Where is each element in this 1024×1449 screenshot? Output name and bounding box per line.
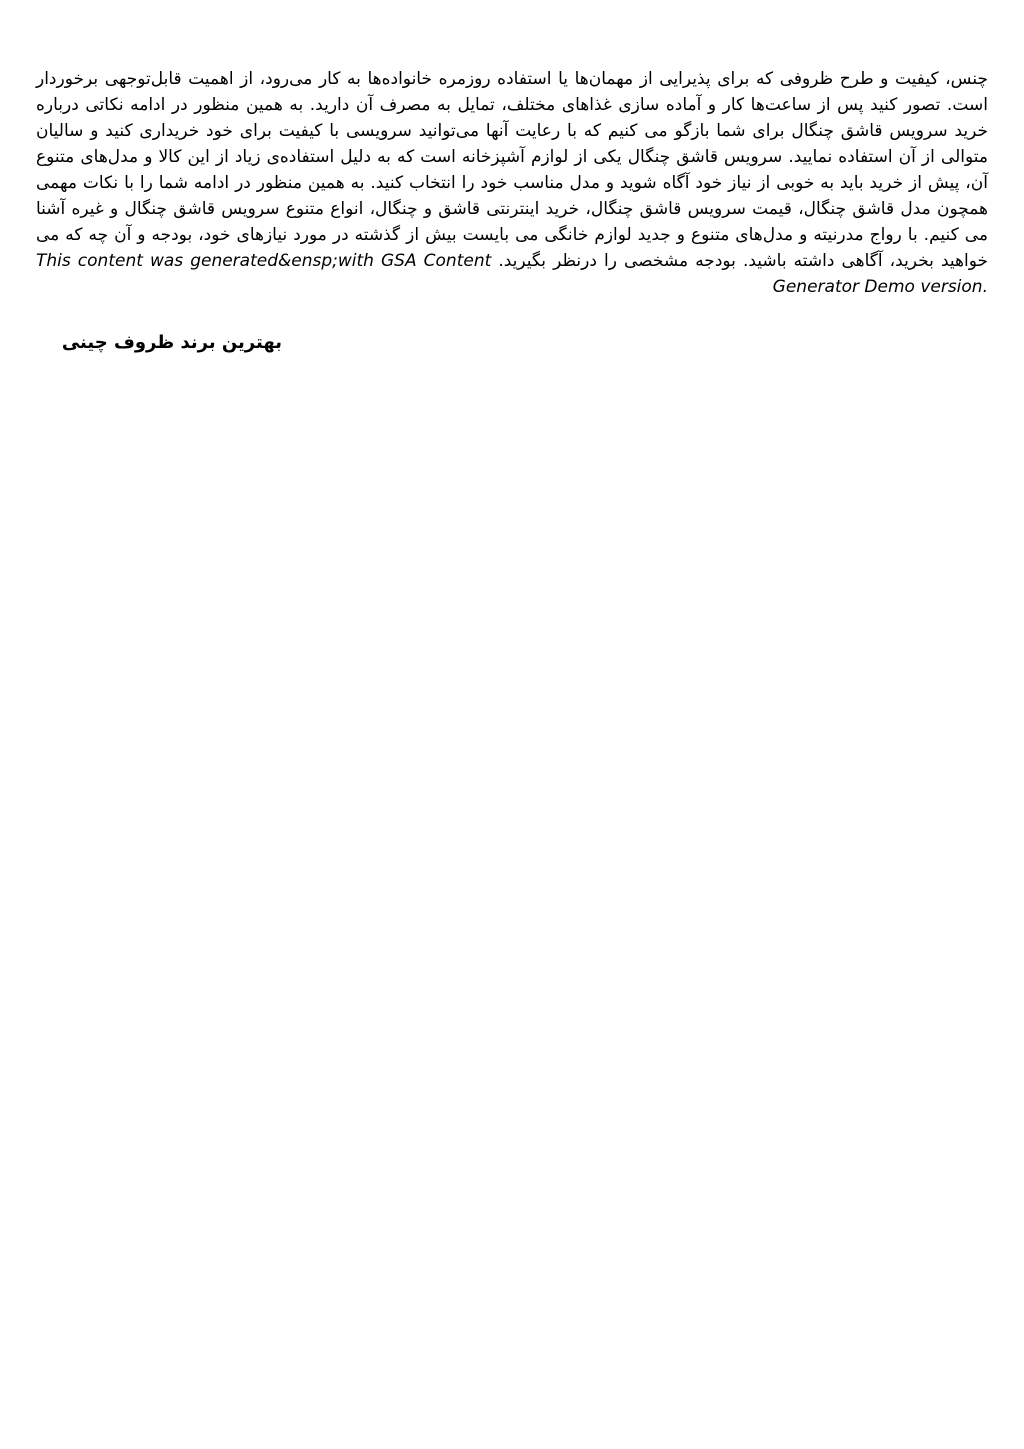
generator-note: This content was generated&ensp;with GSA Content Generator Demo version. — [36, 251, 988, 297]
body-text: چنس، کیفیت و طرح ظروفی که برای پذیرایی از مهمان‌ها یا استفاده روزمره خانواده‌ها به کار می‌رود، از اهمیت قابل‌توجهی برخوردار است. تصور کنید پس از ساعت‌ها کار و آماده سازی غذاهای مختلف، تمایل به مصرف آن دارید. به همین منظور در ادامه نکاتی درباره خرید سرویس قاشق چنگال برای شما بازگو می کنیم که با رعایت آنها می‌توانید سرویسی با کیفیت برای خود خریداری کنید و سالیان متوالی از آن استفاده نمایید. سرویس قاشق چنگال یکی از لوازم آشپزخانه است که به دلیل استفاده‌ی زیاد از این کالا و مدل‌های متنوع آن، پیش از خرید باید به خوبی از نیاز خود آگاه شوید و مدل مناسب خود را انتخاب کنید. به همین منظور در ادامه شما را با نکات مهمی همچون مدل قاشق چنگال، قیمت سرویس قاشق چنگال، خرید اینترنتی قاشق و چنگال، انواع متنوع سرویس قاشق چنگال و غیره آشنا می کنیم. با رواج مدرنیته و مدل‌های متنوع و جدید لوازم خانگی می بایست بیش از گذشته در مورد نیازهای خود، بودجه و آن چه که می خواهید بخرید، آگاهی داشته باشید. بودجه مشخصی را درنظر بگیرید. — [36, 69, 988, 271]
section-heading: بهترین برند ظروف چینی — [61, 332, 282, 353]
body-paragraph — [36, 66, 988, 300]
